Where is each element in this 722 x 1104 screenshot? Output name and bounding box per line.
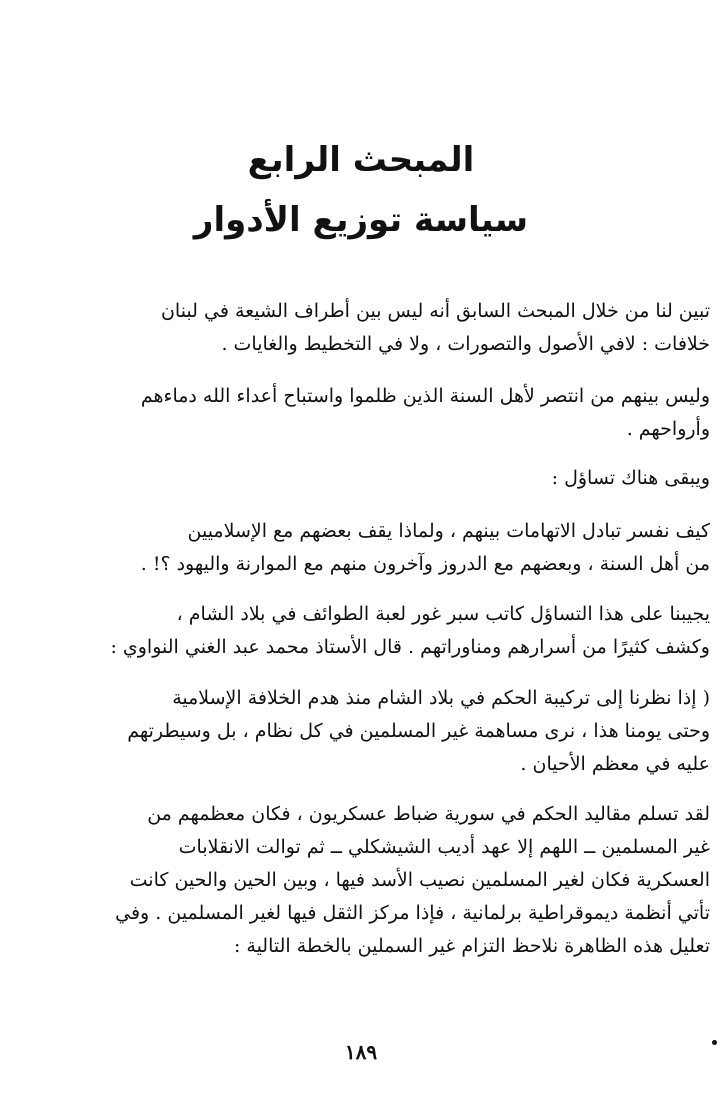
- paragraph-6: [100, 682, 710, 781]
- text-line: ( إذا نظرنا إلى تركيبة الحكم في بلاد الشام منذ هدم الخلافة الإسلامية: [172, 687, 710, 709]
- paragraph-3: [100, 462, 722, 495]
- text-line: تأتي أنظمة ديموقراطية برلمانية ، فإذا مركز الثقل فيها لغير المسلمين . وفي: [115, 902, 710, 924]
- text-line: كيف نفسر تبادل الاتهامات بينهم ، ولماذا يقف بعضهم مع الإسلاميين: [187, 520, 710, 542]
- text-line: وحتى يومنا هذا ، نرى مساهمة غير المسلمين في كل نظام ، بل وسيطرتهم: [127, 720, 710, 742]
- text-line: وكشف كثيرًا من أسرارهم ومناوراتهم . قال الأستاذ محمد عبد الغني النواوي :: [110, 636, 710, 658]
- paragraph-1: [100, 295, 722, 361]
- paragraph-7: [100, 798, 710, 963]
- text-line: خلافات : لافي الأصول والتصورات ، ولا في التخطيط والغايات .: [221, 333, 710, 355]
- text-line: ويبقى هناك تساؤل :: [551, 467, 710, 489]
- text-line: لقد تسلم مقاليد الحكم في سورية ضباط عسكريون ، فكان معظمهم من: [147, 803, 710, 825]
- text-line: غير المسلمين ــ اللهم إلا عهد أديب الشيشكلي ــ ثم توالت الانقلابات: [178, 836, 710, 858]
- text-line: تبين لنا من خلال المبحث السابق أنه ليس بين أطراف الشيعة في لبنان: [160, 300, 710, 322]
- margin-mark: [712, 1040, 717, 1045]
- paragraph-5: [100, 598, 710, 664]
- section-title: سياسة توزيع الأدوار: [193, 200, 529, 240]
- page-number: ١٨٩: [344, 1040, 378, 1064]
- text-line: العسكرية فكان لغير المسلمين نصيب الأسد فيها ، وبين الحين والحين كانت: [129, 869, 710, 891]
- chapter-title: المبحث الرابع: [247, 140, 475, 180]
- text-line: تعليل هذه الظاهرة نلاحظ التزام غير السملين بالخطة التالية :: [233, 935, 710, 957]
- text-line: وليس بينهم من انتصر لأهل السنة الذين ظلموا واستباح أعداء الله دماءهم: [140, 385, 710, 407]
- text-line: عليه في معظم الأحيان .: [520, 753, 710, 775]
- text-line: وأرواحهم .: [626, 418, 710, 440]
- paragraph-4: [100, 515, 722, 581]
- paragraph-2: [100, 380, 722, 446]
- text-line: من أهل السنة ، وبعضهم مع الدروز وآخرون منهم مع الموارنة واليهود ؟! .: [140, 553, 710, 575]
- text-line: يجيبنا على هذا التساؤل كاتب سبر غور لعبة الطوائف في بلاد الشام ،: [176, 603, 710, 625]
